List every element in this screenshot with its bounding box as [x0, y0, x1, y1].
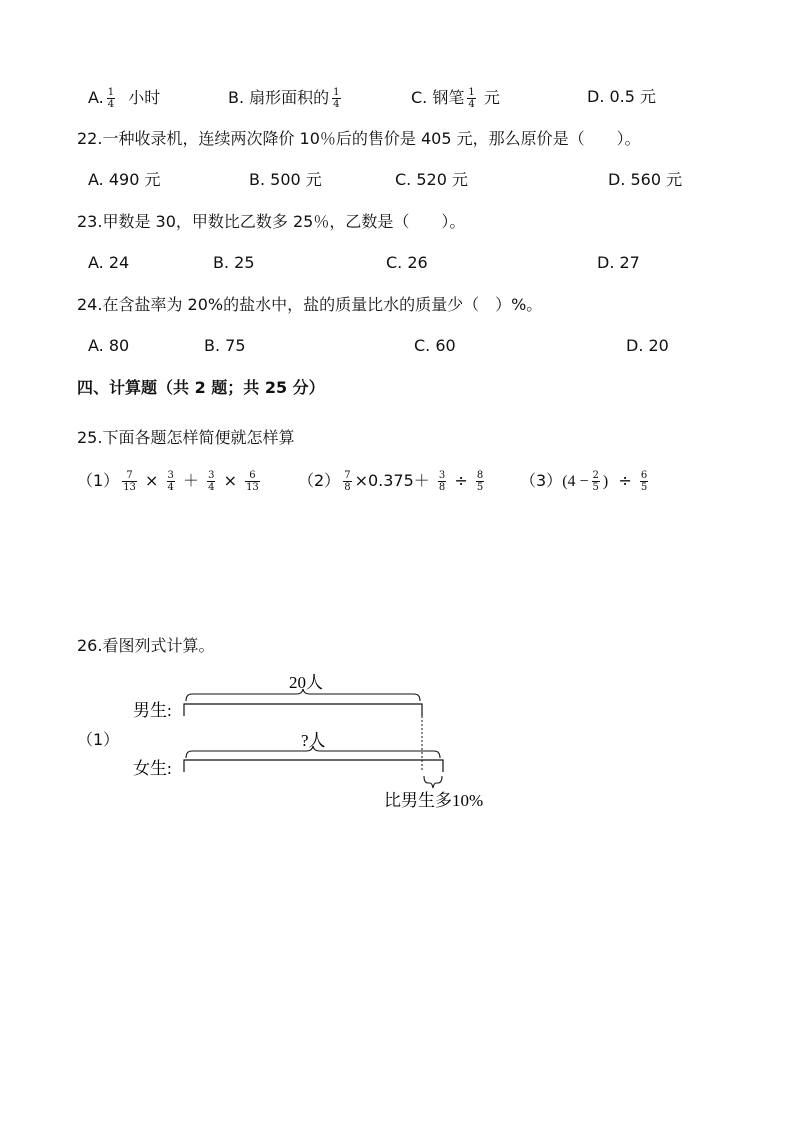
fraction-numerator: 1 — [107, 87, 115, 98]
fraction-numerator: 7 — [344, 470, 351, 481]
divide-sign: ÷ — [618, 471, 632, 490]
q26-part-label: （1） — [77, 730, 120, 749]
fraction-denominator: 5 — [592, 482, 599, 493]
q23-option-b: B. 25 — [213, 253, 255, 272]
boys-segment — [184, 704, 422, 716]
fraction-numerator: 1 — [468, 87, 475, 98]
q21-option-d: D. 0.5 元 — [587, 87, 657, 106]
q24-stem: 24.在含盐率为 20%的盐水中，盐的质量比水的质量少（ ）%。 — [77, 295, 543, 314]
fraction-numerator: 2 — [592, 470, 599, 481]
plus-sign: ＋ — [182, 471, 199, 490]
problem-label: （1） — [77, 471, 120, 490]
q22-stem: 22.一种收录机，连续两次降价 10％后的售价是 405 元，那么原价是（ ）。 — [77, 129, 641, 148]
fraction-denominator: 8 — [344, 482, 351, 493]
extra-brace — [424, 776, 442, 788]
q23-option-c: C. 26 — [386, 253, 428, 272]
fraction-numerator: 1 — [333, 87, 340, 98]
fraction-numerator: 6 — [249, 470, 256, 481]
q24-option-b: B. 75 — [204, 336, 246, 355]
fraction-denominator: 5 — [476, 482, 484, 493]
q21-option-b-prefix: B. 扇形面积的 — [228, 88, 330, 107]
problem-label: （2） — [298, 471, 341, 490]
q21-option-c-prefix: C. 钢笔 — [411, 88, 465, 107]
q24-option-a: A. 80 — [88, 336, 130, 355]
fraction-denominator: 13 — [246, 482, 259, 493]
fraction-denominator: 4 — [208, 482, 215, 493]
boys-count: 20人 — [289, 673, 323, 692]
q23-option-a: A. 24 — [88, 253, 130, 272]
q21-option-c-suffix: 元 — [483, 88, 500, 107]
q22-option-d: D. 560 元 — [608, 170, 683, 189]
q25-stem: 25.下面各题怎样简便就怎样算 — [77, 428, 295, 447]
fraction-numerator: 3 — [167, 470, 174, 481]
q21-option-a-prefix: A. — [88, 88, 104, 107]
q23-stem: 23.甲数是 30，甲数比乙数多 25％，乙数是（ ）。 — [77, 212, 466, 231]
times-sign: × — [145, 471, 159, 490]
q21-option-a-suffix: 小时 — [128, 88, 161, 107]
q26-stem: 26.看图列式计算。 — [77, 636, 215, 655]
girls-segment — [184, 760, 443, 772]
q22-option-b: B. 500 元 — [249, 170, 322, 189]
q24-option-d: D. 20 — [626, 336, 669, 355]
fraction-numerator: 6 — [640, 470, 648, 481]
divide-sign: ÷ — [454, 471, 468, 490]
section-heading: 四、计算题（共 2 题；共 25 分） — [77, 378, 325, 397]
fraction-denominator: 13 — [123, 482, 136, 493]
girls-label: 女生: — [133, 759, 172, 778]
paren-close: ) — [602, 473, 609, 490]
q22-option-c: C. 520 元 — [395, 170, 468, 189]
fraction-numerator: 3 — [438, 470, 446, 481]
fraction-numerator: 7 — [126, 470, 133, 481]
fraction-denominator: 4 — [333, 99, 340, 110]
q24-option-c: C. 60 — [414, 336, 456, 355]
problem-label: （3） — [520, 471, 563, 490]
fraction-denominator: 4 — [167, 482, 174, 493]
fraction-denominator: 4 — [468, 99, 475, 110]
boys-label: 男生: — [133, 701, 172, 720]
fraction-denominator: 4 — [107, 99, 115, 110]
paren-open-expression: (4 − — [562, 473, 589, 490]
fraction-numerator: 8 — [476, 470, 484, 481]
q23-option-d: D. 27 — [597, 253, 640, 272]
fraction-denominator: 5 — [640, 482, 648, 493]
fraction-numerator: 3 — [208, 470, 215, 481]
q22-option-a: A. 490 元 — [88, 170, 161, 189]
girls-count: ?人 — [301, 731, 326, 750]
fraction-denominator: 8 — [438, 482, 446, 493]
times-sign: × — [223, 471, 237, 490]
expression-middle: ×0.375＋ — [354, 471, 430, 490]
extra-note: 比男生多10% — [384, 791, 484, 810]
